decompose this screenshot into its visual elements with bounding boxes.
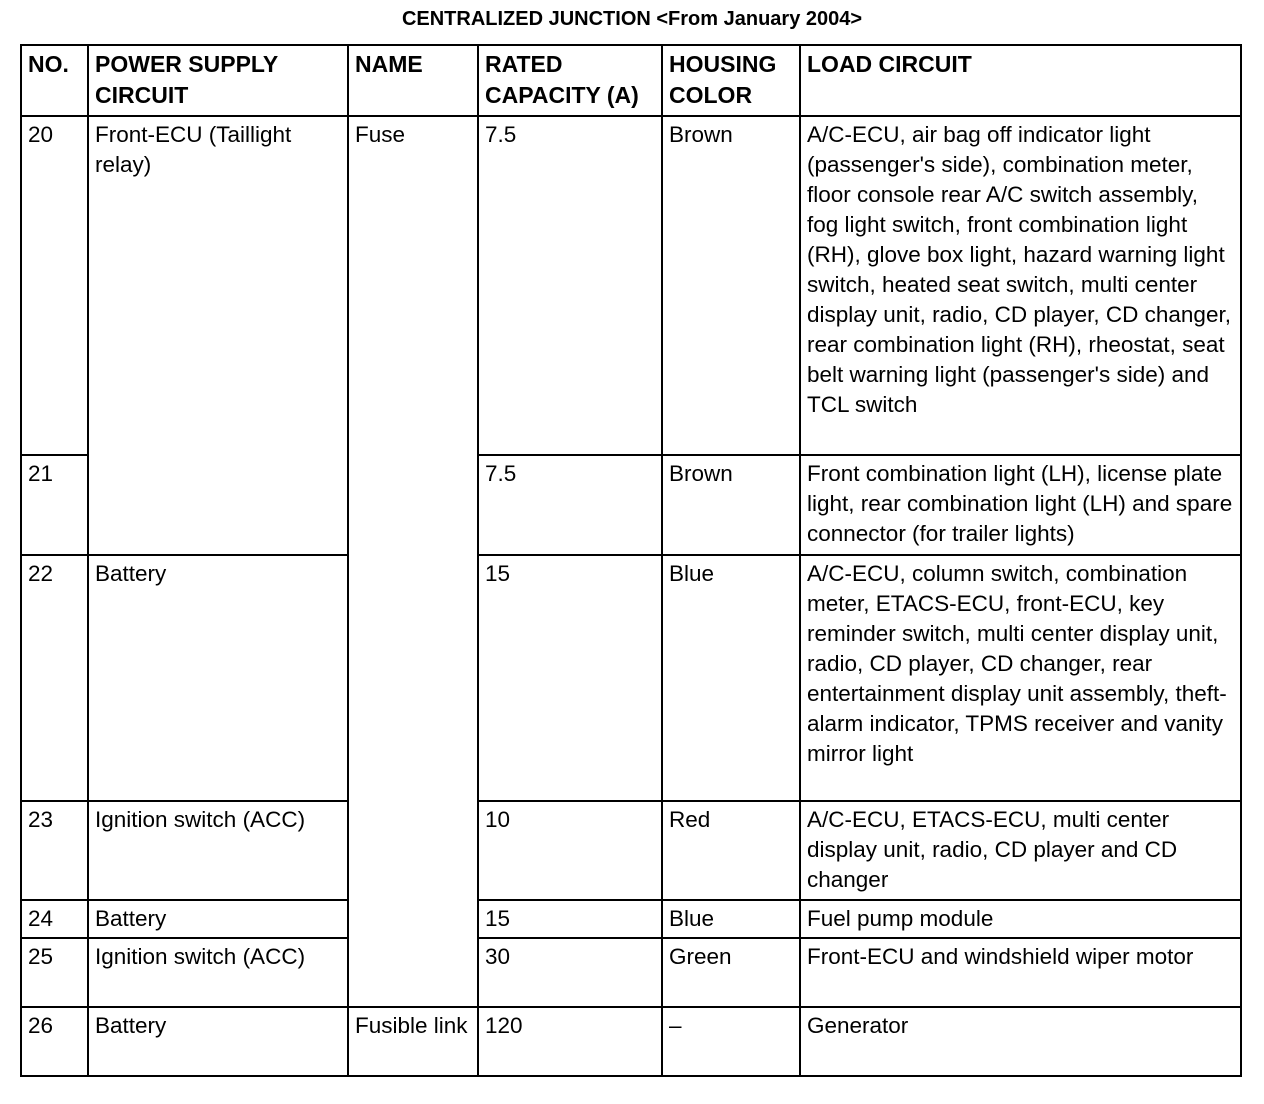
cell-rated-capacity: 7.5 (478, 455, 662, 555)
header-load-circuit: LOAD CIRCUIT (800, 45, 1241, 116)
table-header-row (21, 45, 1241, 116)
header-no: NO. (21, 45, 88, 116)
cell-power-supply: Battery (88, 1007, 348, 1076)
header-power-supply: POWER SUPPLY CIRCUIT (88, 45, 348, 116)
cell-housing-color: – (662, 1007, 800, 1076)
cell-name: Fuse (348, 116, 478, 1007)
cell-load-circuit: Generator (800, 1007, 1241, 1076)
cell-rated-capacity: 15 (478, 900, 662, 938)
cell-power-supply: Front-ECU (Taillight relay) (88, 116, 348, 555)
cell-name: Fusible link (348, 1007, 478, 1076)
cell-rated-capacity: 120 (478, 1007, 662, 1076)
cell-no: 20 (21, 116, 88, 455)
cell-rated-capacity: 30 (478, 938, 662, 1007)
cell-no: 24 (21, 900, 88, 938)
table-row (21, 555, 1241, 801)
cell-housing-color: Blue (662, 900, 800, 938)
cell-rated-capacity: 10 (478, 801, 662, 900)
cell-housing-color: Brown (662, 455, 800, 555)
cell-housing-color: Red (662, 801, 800, 900)
cell-no: 21 (21, 455, 88, 555)
cell-no: 26 (21, 1007, 88, 1076)
cell-housing-color: Green (662, 938, 800, 1007)
table-row (21, 1007, 1241, 1076)
cell-rated-capacity: 15 (478, 555, 662, 801)
page-title: CENTRALIZED JUNCTION <From January 2004> (401, 8, 863, 30)
cell-power-supply: Ignition switch (ACC) (88, 938, 348, 1007)
cell-power-supply: Battery (88, 555, 348, 801)
table-row (21, 801, 1241, 900)
cell-load-circuit: Front-ECU and windshield wiper motor (800, 938, 1241, 1007)
cell-no: 23 (21, 801, 88, 900)
cell-rated-capacity: 7.5 (478, 116, 662, 455)
table-row (21, 900, 1241, 938)
cell-no: 25 (21, 938, 88, 1007)
cell-load-circuit: A/C-ECU, air bag off indicator light (passenger's side), combination meter, floor console rear A/C switch assembly, fog light switch, front combination light (RH), glove box light, hazard warning light switch, heated seat switch, multi center display unit, radio, CD player, CD changer, rear combination light (RH), rheostat, seat belt warning light (passenger's side) and TCL switch (800, 116, 1241, 455)
cell-load-circuit: A/C-ECU, column switch, combination meter, ETACS-ECU, front-ECU, key reminder switch, multi center display unit, radio, CD player, CD changer, rear entertainment display unit assembly, theft-alarm indicator, TPMS receiver and vanity mirror light (800, 555, 1241, 801)
table-row (21, 116, 1241, 455)
cell-load-circuit: Front combination light (LH), license plate light, rear combination light (LH) and spare connector (for trailer lights) (800, 455, 1241, 555)
header-rated-capacity: RATED CAPACITY (A) (478, 45, 662, 116)
cell-housing-color: Blue (662, 555, 800, 801)
cell-power-supply: Ignition switch (ACC) (88, 801, 348, 900)
cell-load-circuit: A/C-ECU, ETACS-ECU, multi center display unit, radio, CD player and CD changer (800, 801, 1241, 900)
junction-table (20, 44, 1242, 1077)
header-name: NAME (348, 45, 478, 116)
cell-housing-color: Brown (662, 116, 800, 455)
table-row (21, 938, 1241, 1007)
header-housing-color: HOUSING COLOR (662, 45, 800, 116)
cell-load-circuit: Fuel pump module (800, 900, 1241, 938)
cell-power-supply: Battery (88, 900, 348, 938)
cell-no: 22 (21, 555, 88, 801)
